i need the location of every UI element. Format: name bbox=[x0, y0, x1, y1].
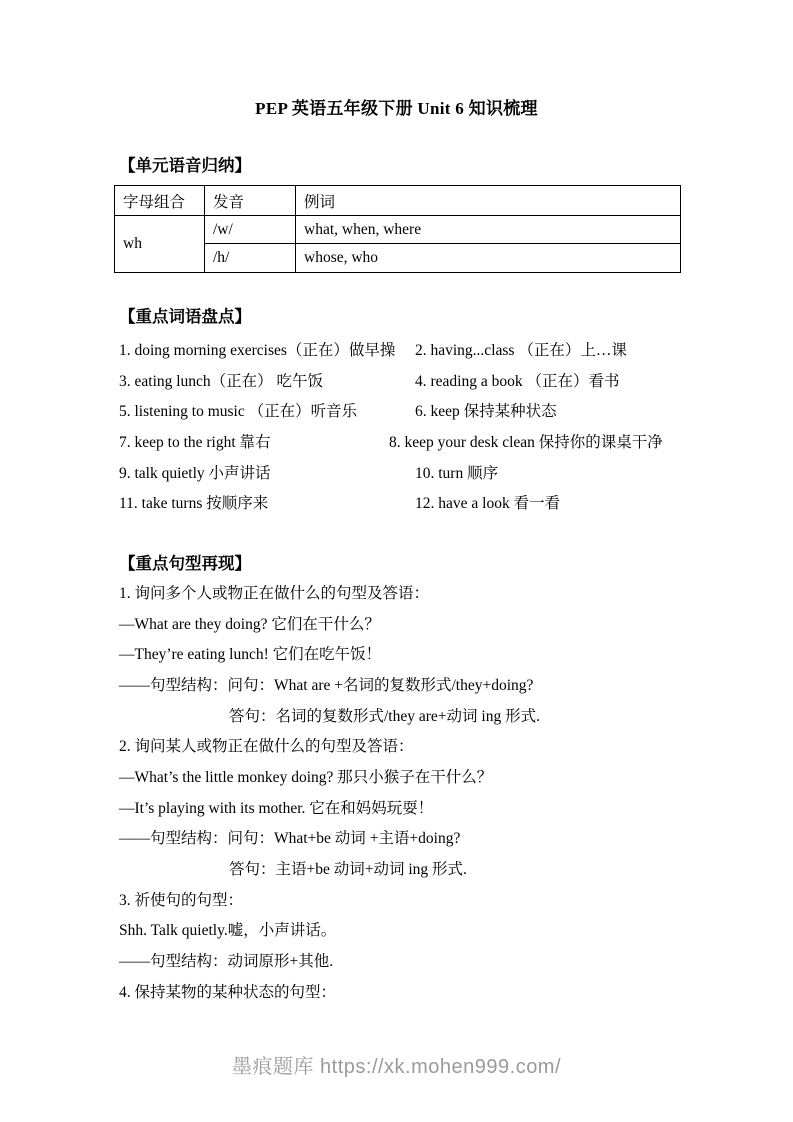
sentence-line: 4. 保持某物的某种状态的句型： bbox=[119, 983, 337, 1001]
header-cell-letter-group: 字母组合 bbox=[115, 186, 205, 216]
word-row bbox=[119, 428, 685, 459]
sentence-line: —What are they doing? 它们在干什么？ bbox=[119, 615, 380, 633]
phonics-table-row bbox=[115, 216, 681, 244]
word-item: 9. talk quietly 小声讲话 bbox=[119, 464, 271, 482]
sentence-line: Shh. Talk quietly.嘘，小声讲话。 bbox=[119, 922, 337, 940]
sentence-line: ——句型结构：动词原形+其他. bbox=[119, 952, 334, 970]
sentence-line: —What’s the little monkey doing? 那只小猴子在干什么？ bbox=[119, 768, 493, 786]
word-item: 4. reading a book （正在）看书 bbox=[415, 372, 620, 390]
cell-examples: what, when, where bbox=[296, 216, 681, 244]
cell-pronunciation: /h/ bbox=[205, 244, 296, 273]
header-cell-examples: 例词 bbox=[296, 186, 681, 216]
word-row bbox=[119, 459, 685, 490]
sentence-line: —They’re eating lunch! 它们在吃午饭！ bbox=[119, 646, 382, 664]
phonics-section-heading: 【单元语音归纳】 bbox=[119, 156, 251, 175]
cell-examples: whose, who bbox=[296, 244, 681, 273]
word-row bbox=[119, 397, 685, 428]
word-item: 3. eating lunch（正在） 吃午饭 bbox=[119, 372, 324, 390]
word-row bbox=[119, 367, 685, 398]
cell-pronunciation: /w/ bbox=[205, 216, 296, 244]
sentence-line: 答句：主语+be 动词+动词 ing 形式. bbox=[229, 860, 467, 878]
word-item: 5. listening to music （正在）听音乐 bbox=[119, 403, 358, 421]
document-title: PEP 英语五年级下册 Unit 6 知识梳理 bbox=[255, 99, 538, 118]
word-row bbox=[119, 336, 685, 367]
key-words-list bbox=[119, 336, 685, 520]
header-cell-pronunciation: 发音 bbox=[205, 186, 296, 216]
word-item: 12. have a look 看一看 bbox=[415, 495, 561, 513]
sentence-line: —It’s playing with its mother. 它在和妈妈玩耍！ bbox=[119, 799, 434, 817]
word-item: 1. doing morning exercises（正在）做早操 bbox=[119, 342, 396, 359]
sentence-line: ——句型结构：问句：What are +名词的复数形式/they+doing? bbox=[119, 676, 534, 694]
watermark-footer: 墨痕题库 https://xk.mohen999.com/ bbox=[231, 1056, 562, 1078]
word-item: 6. keep 保持某种状态 bbox=[415, 403, 557, 421]
key-sentences-section-heading: 【重点句型再现】 bbox=[119, 554, 251, 573]
sentence-line: 3. 祈使句的句型： bbox=[119, 891, 244, 909]
word-item: 11. take turns 按顺序来 bbox=[119, 495, 269, 513]
key-sentences-list bbox=[119, 579, 739, 1008]
sentence-line: 答句：名词的复数形式/they are+动词 ing 形式. bbox=[229, 707, 540, 725]
cell-letter-group: wh bbox=[115, 216, 205, 273]
sentence-line: 2. 询问某人或物正在做什么的句型及答语： bbox=[119, 738, 414, 756]
word-item: 10. turn 顺序 bbox=[415, 464, 499, 482]
word-item: 7. keep to the right 靠右 bbox=[119, 434, 271, 452]
sentence-line: 1. 询问多个人或物正在做什么的句型及答语： bbox=[119, 585, 430, 602]
word-item: 8. keep your desk clean 保持你的课桌干净 bbox=[389, 434, 663, 452]
phonics-table-header-row bbox=[115, 186, 681, 216]
sentence-line: ——句型结构：问句：What+be 动词 +主语+doing? bbox=[119, 830, 461, 848]
word-item: 2. having...class （正在）上…课 bbox=[415, 342, 627, 359]
key-words-section-heading: 【重点词语盘点】 bbox=[119, 307, 251, 326]
phonics-table bbox=[114, 185, 681, 273]
word-row bbox=[119, 489, 685, 520]
